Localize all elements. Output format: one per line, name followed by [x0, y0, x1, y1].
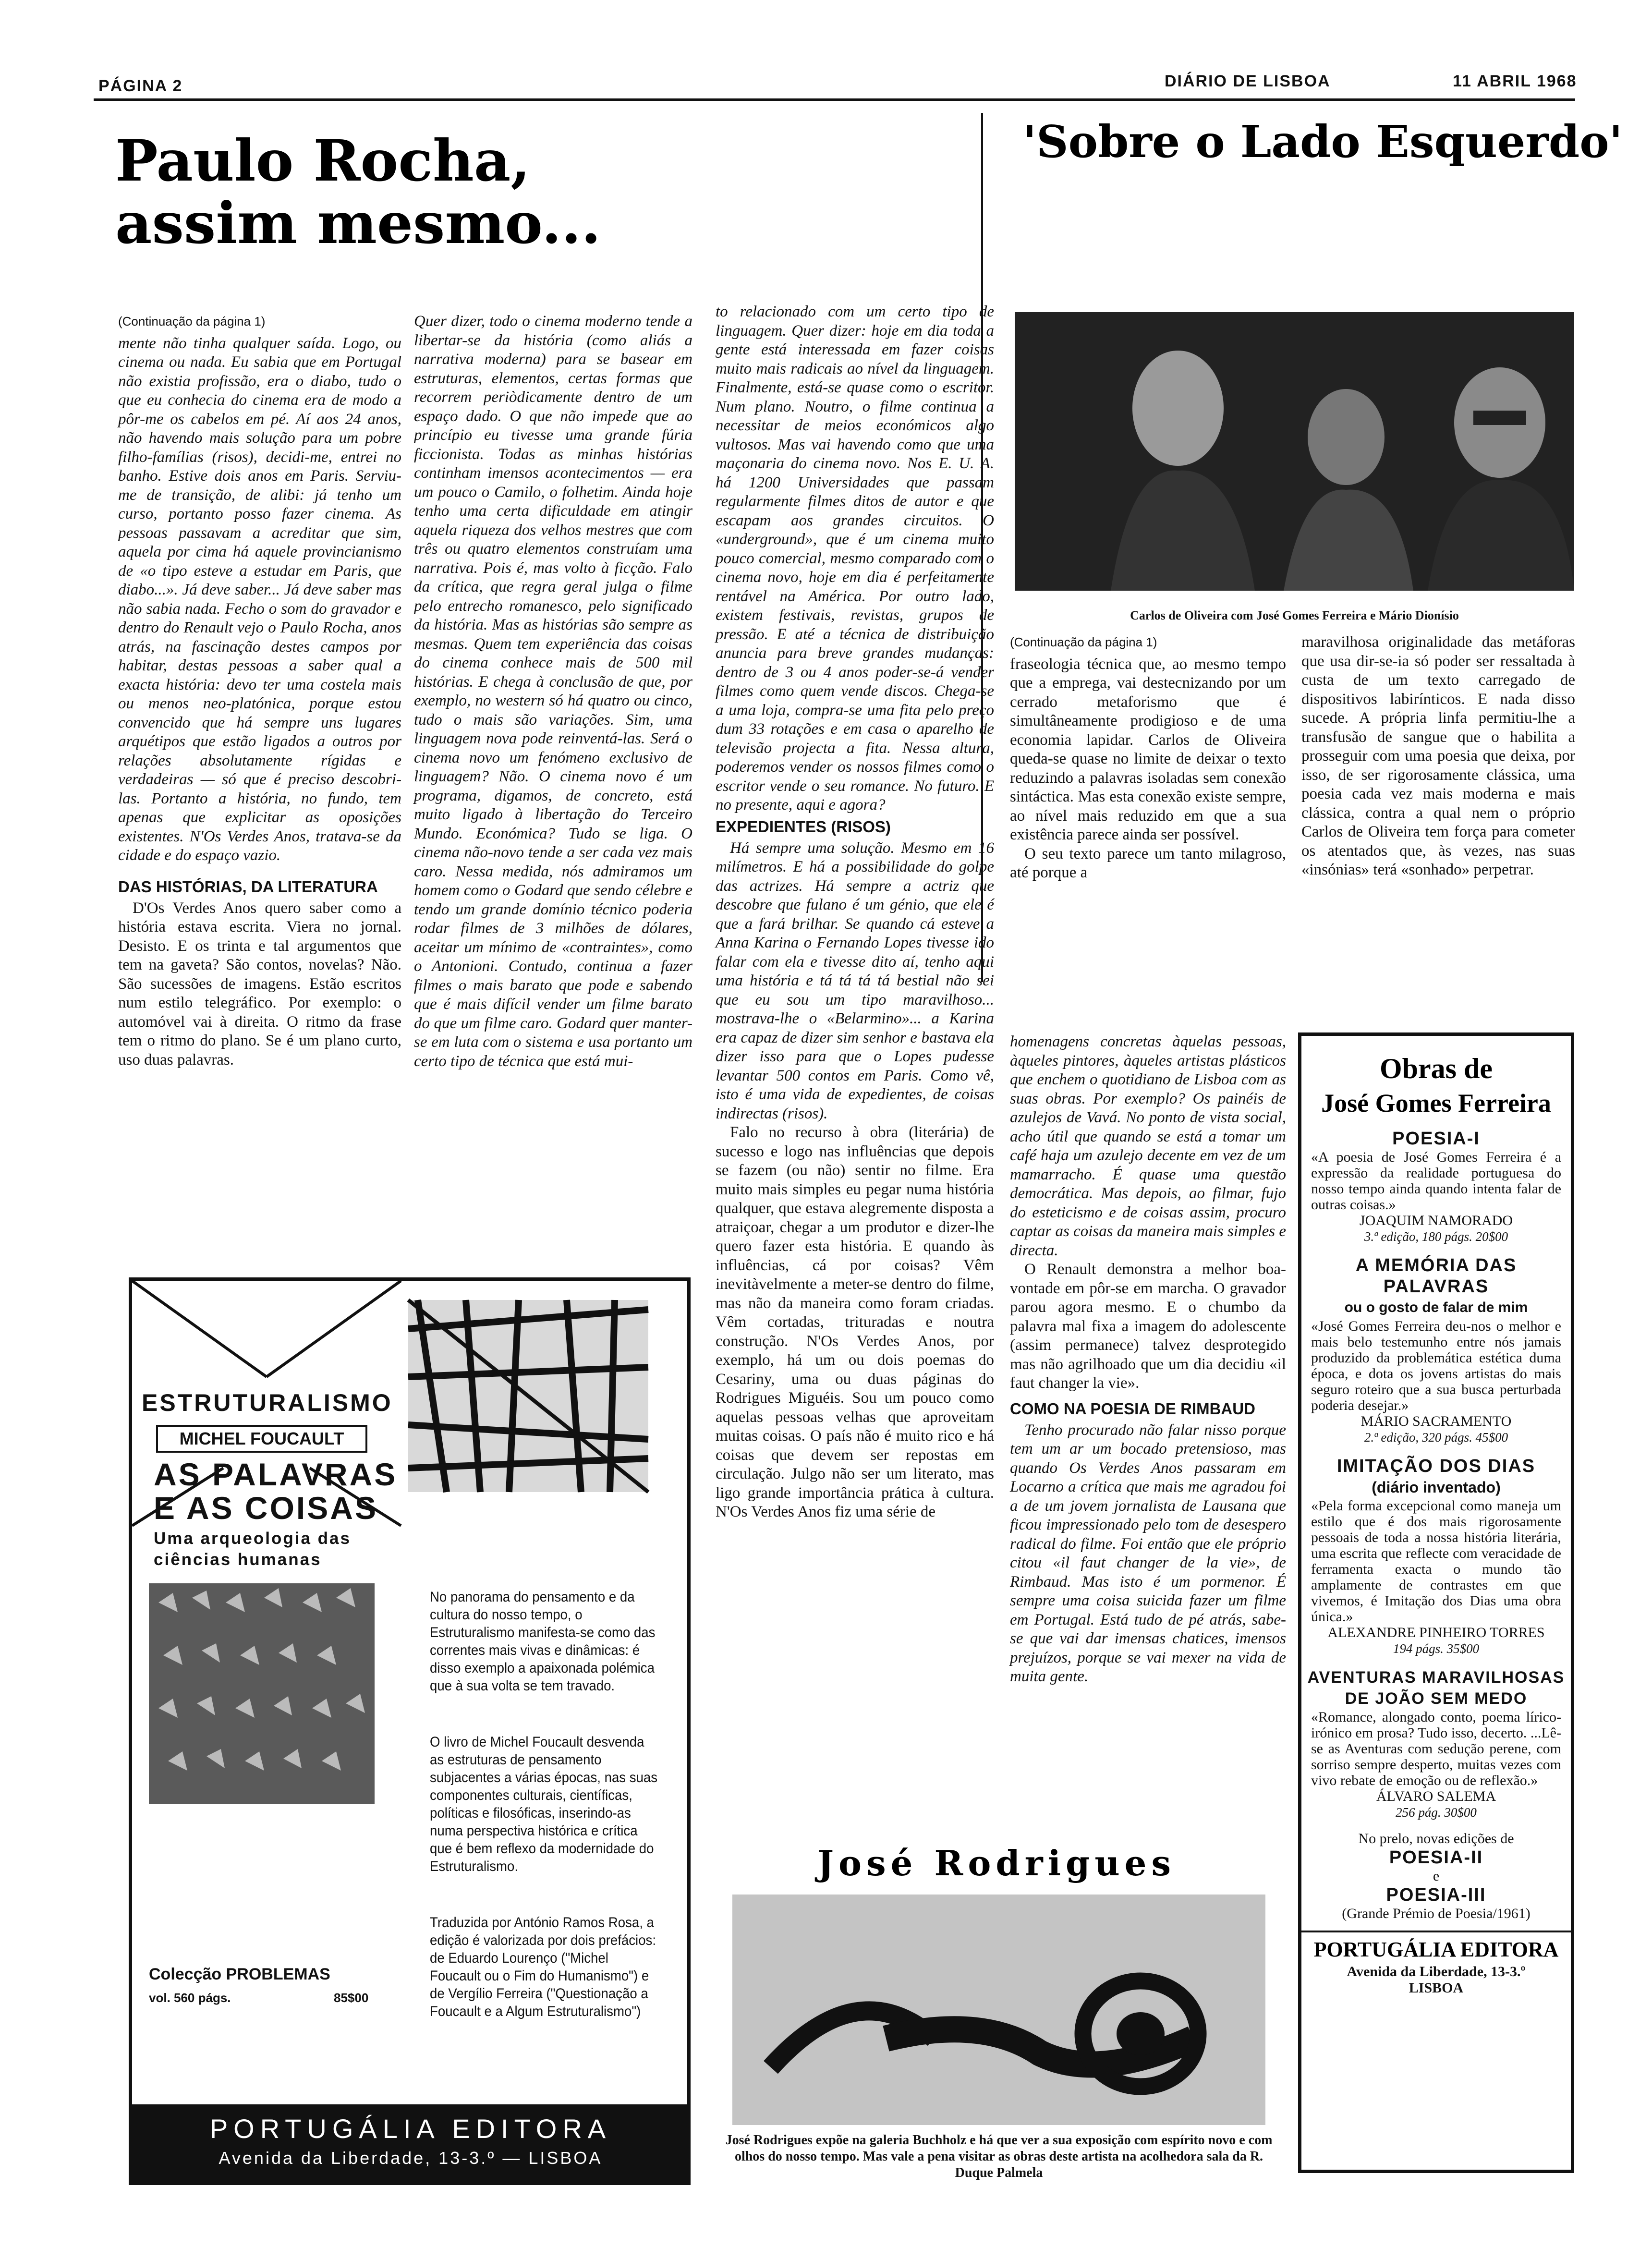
- body-paragraph: Tenho procurado não falar nisso porque tem um ar um bocado pretensioso, mas quando Os Verdes Anos passaram em Locarno a crítica que mais me agradou foi a de um jovem jornalista de Lausana que ficou impressionado pelo tom de desespero radical do filme. Foi então que ele próprio citou «il faut changer de la vie», de Rimbaud. Mas isto é um pormenor. É sempre uma coisa suicida fazer um filme em Portugal. Está tudo de pé atrás, sabe-se que vai dar imensas chatices, imensos prejuízos, porque se vai mexer na vida de muita gente.: [1010, 1421, 1290, 1685]
- article-column-4: [1010, 1032, 1290, 1873]
- body-paragraph: Falo no recurso à obra (literária) de sucesso e logo nas influências que depois se fazem (ou não) sentir no filme. Era muito mais simples eu pegar numa história qualquer, que estava alegremente disposta a atraiçoar, chegar a um produtor e dizer-lhe quero fazer esta história. E quando às influências, cá por coisas? Vêm inevitàvelmente a meter-se dentro do filme, mas não da maneira como foram criadas. Vêm cortadas, trituradas e noutra construção. N'Os Verdes Anos, por exemplo, há um ou dois poemas do Cesariny, uma ou duas páginas do Rodrigues Miguéis. Sou um pouco como aquelas pessoas velhas que aproveitam muitas coisas. O país não é muito rico e há coisas que devem ser repostas em circulação. Julgo não ser um literato, mas ligo grande importância prática à cultura. N'Os Verdes Anos fiz uma série de: [716, 1124, 998, 1520]
- article-title-line1: Paulo Rocha,: [115, 127, 531, 194]
- publisher-name: PORTUGÁLIA EDITORA: [209, 2113, 612, 2144]
- body-paragraph: Há sempre uma solução. Mesmo em 16 milímetros. E há a possibilidade do golpe das actrizes. Há sempre a actriz que descobre que fulano é um génio, que ele é que a fará brilhar. Se quando cá esteve a Anna Karina o Fernando Lopes tivesse ido falar com ela e tivesse dito aí, tenho aqui uma história e tá tá tá tá bestial não sei que eu sou um tipo maravilhoso... mostrava-lhe o «Belarmino»... a Karina era capaz de dizer sim senhor e bastava ela dizer isso para que o Lopes pudesse levantar 500 contos em Paris. Como vê, isto é uma vida de expedientes, de coisas indirectas (risos).: [716, 839, 998, 1122]
- ad-paragraph: No panorama do pensamento e da cultura do nosso tempo, o Estruturalismo manifesta-se como das correntes mais vivas e dinâmicas: é disso exemplo a apaixonada polémica que à sua volta se tem travado.: [430, 1589, 656, 1694]
- ad-title-line2: José Gomes Ferreira: [1321, 1089, 1551, 1117]
- forthcoming-conjunction: e: [1433, 1868, 1440, 1884]
- subheading: COMO NA POESIA DE RIMBAUD: [1010, 1399, 1255, 1418]
- ad-paragraph: Traduzida por António Ramos Rosa, a edição é valorizada por dois prefácios: de Eduardo Lourenço ("Michel Foucault ou o Fim do Humanismo") e de Vergílio Ferreira ("Questionação a Foucault e a Algum Estruturalismo"): [430, 1915, 656, 2019]
- article-column-2: [414, 312, 697, 1273]
- sculpture-graphic: [732, 1895, 1265, 2125]
- book-quote: «José Gomes Ferreira deu-nos o melhor e mais belo testemunho entre nós jamais produzido da problemática estética duma época, e dota os jovens artistas do mais seguro roteiro que a sua busca perturbada poderia desejar.»: [1311, 1318, 1561, 1414]
- edition-info: 2.ª edição, 320 págs. 45$00: [1364, 1430, 1508, 1445]
- publisher-address: Avenida da Liberdade, 13-3.º — LISBOA: [219, 2148, 603, 2168]
- forthcoming-title: POESIA-III: [1386, 1885, 1486, 1906]
- ad-title-line1: Obras de: [1379, 1053, 1493, 1084]
- series-label: ESTRUTURALISMO: [142, 1389, 393, 1416]
- sculpture-photo: [732, 1895, 1265, 2125]
- book-entry: [1301, 1667, 1571, 1820]
- forthcoming-title: POESIA-II: [1389, 1847, 1483, 1868]
- portrait-photo: [1015, 312, 1574, 591]
- article-column-3: [716, 303, 998, 1777]
- forthcoming-editions: [1301, 1831, 1571, 1922]
- issue-date: 11 ABRIL 1968: [1453, 72, 1577, 90]
- book-title: POESIA-I: [1392, 1129, 1480, 1149]
- quote-author: ALEXANDRE PINHEIRO TORRES: [1327, 1625, 1545, 1641]
- body-paragraph: maravilhosa originalidade das metáforas que usa dir-se-ia só poder ser ressaltada à custa de um texto carregado de dispositivos labirínticos. E nada disso sucede. A própria linfa permitiu-lhe a transfusão de sangue que o habilita a prosseguir com uma poesia que deixa, por isso, de ser rigorosamente clássica, uma poesia cada vez mais moderna e mais clássica, contra a qual nem o próprio Carlos de Oliveira tem força para cometer os atentados que, às vezes, nas suas «insónias» terá «sonhado» perpetrar.: [1301, 633, 1579, 878]
- body-paragraph: homenagens concretas àquelas pessoas, àqueles pintores, àqueles artistas plásticos que enchem o quotidiano de Lisboa com as suas obras. Por exemplo? Os painéis de azulejos de Vavá. No ponto de vista social, acho útil que quando se está a tomar um café haja um azulejo decente em vez de um mamarracho. É quase uma questão democrática. Mas depois, ao filmar, fujo do esteticismo e de coisas assim, procuro captar as coisas da maneira mais simples e directa.: [1010, 1033, 1290, 1259]
- book-quote: «Pela forma excepcional como maneja um estilo que é dos mais rigorosamente pessoais de toda a nossa história literária, uma escrita que reflecte com veracidade de ferramenta exacta o mundo tão amplamente de contrastes em que vivemos, é Imitação dos Dias uma obra única.»: [1311, 1498, 1561, 1625]
- body-paragraph: O seu texto parece um tanto milagroso, até porque a: [1010, 845, 1290, 881]
- book-subtitle: (diário inventado): [1372, 1479, 1501, 1496]
- volume-info: vol. 560 págs.: [149, 1991, 231, 2005]
- quote-author: JOAQUIM NAMORADO: [1359, 1213, 1513, 1229]
- subheading: DAS HISTÓRIAS, DA LITERATURA: [118, 877, 378, 896]
- cuneiform-tablet-image: [149, 1583, 375, 1804]
- book-entry: [1301, 1456, 1571, 1656]
- publisher-banner: [132, 2104, 689, 2184]
- book-quote: «A poesia de José Gomes Ferreira é a expressão da realidade portuguesa do nosso tempo ainda quando intenta falar de outras coisas.»: [1311, 1149, 1561, 1213]
- body-paragraph: D'Os Verdes Anos quero saber como a história estava escrita. Viera no jornal. Desisto. E os trinta e tal argumentos que tem na gaveta? São contos, novelas? Não. São sucessões de imagens. Estão escritos num estilo telegráfico. Por exemplo: o automóvel vai à direita. O ritmo da frase tem o ritmo do plano. Se é um plano curto, uso duas palavras.: [118, 899, 406, 1069]
- book-advertisement: [129, 1277, 691, 2185]
- ad-paragraph: O livro de Michel Foucault desvenda as estruturas de pensamento subjacentes a várias épocas, nas suas componentes culturais, científicas, políticas e filosóficas, inserindo-as numa perspectiva histórica e crítica que é bem reflexo da modernidade do Estruturalismo.: [430, 1734, 658, 1874]
- body-paragraph: O Renault demonstra a melhor boa-vontade em pôr-se em marcha. O gravador parou agora mesmo. E o chumbo da palavra mal fixa a imagem do adolescente (assim permanece) talvez desprotegido mas não agrilhoado que um dia decidiu «il faut changer la vie».: [1010, 1261, 1290, 1392]
- portrait-photo-graphic: [1015, 312, 1574, 591]
- book-title-line2: E AS COISAS: [154, 1490, 378, 1526]
- book-subtitle: ou o gosto de falar de mim: [1344, 1300, 1528, 1316]
- book-entry: [1301, 1128, 1571, 1244]
- body-paragraph: mente não tinha qualquer saída. Logo, ou cinema ou nada. Eu sabia que em Portugal não existia profissão, era o diabo, tudo o que eu conhecia do cinema era de modo a pôr-me os cabelos em pé. Aí aos 24 anos, não havendo mais solução para um pobre filho-famílias (risos), decidi-me, entrei no banho. Estive dois anos em Paris. Serviu-me de transição, de alibi: já tenho um curso, portanto posso fazer cinema. As pessoas passavam a acreditar que sim, aquela por cima há aquele provincianismo de «o tipo esteve a estudar em Paris, que diabo...». Já deve saber... Já deve saber mas não sabia nada. Fecho o som do gravador e dentro do Renault vejo o Paulo Rocha, anos atrás, na fascinação destes campos por habitar, destas pessoas a saber qual a exacta história: devo ter uma costela mais ou menos neo-platónica, porque estou convencido que há sempre uns lugares arquétipos que estão ligados a outros por relações absolutamente rígidas e verdadeiras — só que é preciso descobri-las. Portanto a história, no fundo, tem apenas que explicitar as oposições existentes. N'Os Verdes Anos, tratava-se da cidade e do espaço vazio.: [118, 334, 406, 864]
- artwork-grid-image: [408, 1300, 648, 1492]
- book-title: A MEMÓRIA DAS PALAVRAS: [1355, 1255, 1517, 1297]
- edition-info: 256 pág. 30$00: [1396, 1805, 1477, 1820]
- forthcoming-label: No prelo, novas edições de: [1358, 1831, 1514, 1847]
- book-price: 85$00: [334, 1991, 369, 2005]
- subheading: EXPEDIENTES (RISOS): [716, 817, 891, 836]
- exhibition-title: José Rodrigues: [817, 1843, 1176, 1883]
- publisher-name: PORTUGÁLIA EDITORA: [1301, 1931, 1571, 1961]
- book-quote: «Romance, alongado conto, poema lírico-irónico em prosa? Tudo isso, decerto. ...Lê-se as Aventuras com sedução perene, com sorriso sempre desperto, muitas vezes com vivo rebate de emoção ou de reflexão.»: [1311, 1709, 1561, 1789]
- page-number: PÁGINA 2: [98, 77, 183, 95]
- exhibition-caption: José Rodrigues expõe na galeria Buchholz e há que ver a sua exposição com espírito novo e com olhos do nosso tempo. Mas vale a pena visitar as obras deste artista na acolhedora sala da R. Duque Palmela: [725, 2133, 1273, 2180]
- book-entry: [1301, 1255, 1571, 1445]
- book-subtitle: Uma arqueologia das ciências humanas: [154, 1529, 351, 1569]
- quote-author: ÁLVARO SALEMA: [1376, 1788, 1496, 1805]
- books-advertisement: [1298, 1032, 1574, 2173]
- body-paragraph: to relacionado com um certo tipo de linguagem. Quer dizer: hoje em dia toda a gente está interessada em fazer coisas muito mais radicais ao nível da linguagem. Finalmente, está-se quase como o escritor. Num plano. Noutro, o filme continua a necessitar de meios económicos algo vultosos. Mas vai havendo como que uma maçonaria do cinema novo. Nos E. U. A. há 1200 Universidades que passam regularmente filmes ditos de autor e que escapam aos grandes circuitos. O «underground», que é um cinema muito pouco comercial, mesmo comparado com o cinema novo, hoje em dia é perfeitamente rentável na América. Por outro lado, existem festivais, revistas, grupos de pressão. E até a técnica de distribuição anuncia para breve grandes mudanças: dentro de 3 ou 4 anos poder-se-á vender filmes como quem vende discos. Chega-se a uma loja, compra-se uma fita pelo preço dum 33 rotações e em casa o aparelho de televisão projecta a fita. Nessa altura, poderemos vender os nossos filmes como o escritor vende o seu romance. No futuro. E no presente, aqui e agora?: [716, 303, 998, 814]
- author-name: MICHEL FOUCAULT: [156, 1425, 367, 1453]
- right-article-column-b: [1301, 633, 1579, 1008]
- publisher-address: Avenida da Liberdade, 13-3.º LISBOA: [1347, 1963, 1526, 1996]
- edition-info: 3.ª edição, 180 págs. 20$00: [1364, 1229, 1508, 1244]
- right-article-column-a: [1010, 633, 1290, 1008]
- continuation-note: (Continuação da página 1): [118, 314, 266, 328]
- book-title: IMITAÇÃO DOS DIAS: [1336, 1456, 1536, 1477]
- body-paragraph: fraseologia técnica que, ao mesmo tempo que a emprega, vai destecnizando por um cerrado metaforismo que é simultâneamente prodigioso e de uma economia lapidar. Carlos de Oliveira queda-se quase no limite de deixar o texto reduzindo a palavras isoladas sem conexão sintáctica. Mas esta conexão existe sempre, ao nível mais reduzido em que a sua existência parece ainda ser possível.: [1010, 655, 1290, 843]
- prize-note: (Grande Prémio de Poesia/1961): [1342, 1906, 1531, 1922]
- body-paragraph: Quer dizer, todo o cinema moderno tende a libertar-se da história (como aliás a narrativa moderna) para se basear em estruturas, elementos, certas formas que recorrem periòdicamente dentro de um espaço dado. O que não impede que ao princípio eu tivesse uma grande fúria ficcionista. Todas as minhas histórias continham imensos acontecimentos — era um pouco o Camilo, o folhetim. Ainda hoje tenho uma certa dificuldade em atingir aquela riqueza dos velhos mestres que com três ou quatro elementos construíam uma narrativa. Pois é, mas volto à ficção. Falo da crítica, que regra geral julga o filme pelo entrecho romanesco, pelo significado da história. Mas as histórias são sempre as mesmas. Quem tem experiência das coisas do cinema conhece mais de 500 mil histórias. E chega à conclusão de que, por exemplo, no western só há quatro ou cinco, tudo o mais são variações. Sim, uma linguagem nova pode reinventá-las. Será o cinema novo um fenómeno exclusivo de linguagem? Não. O cinema novo é um programa, digamos, de concreto, está muito ligado à libertação do Terceiro Mundo. Económica? Tudo se liga. O cinema não-novo tende a ser cada vez mais caro. Nessa medida, nós admiramos um homem como o Godard que sendo célebre e tendo um grande domínio técnico poderia rodar filmes de 3 milhões de dólares, aceitar um mínimo de «contraintes», como o Antonioni. Contudo, continua a fazer filmes o mais barato que pode e sabendo que é mais difícil vender um filme barato do que um filme caro. Godard quer manter-se em luta com o sistema e usa portanto um certo tipo de técnica que está mui-: [414, 313, 697, 1070]
- article-title-line2: assim mesmo...: [115, 190, 601, 256]
- right-article-title: 'Sobre o Lado Esquerdo': [1023, 116, 1623, 168]
- collection-label: Colecção PROBLEMAS: [149, 1965, 330, 1983]
- newspaper-name: DIÁRIO DE LISBOA: [1165, 72, 1331, 90]
- book-title: AVENTURAS MARAVILHOSAS DE JOÃO SEM MEDO: [1307, 1668, 1565, 1708]
- quote-author: MÁRIO SACRAMENTO: [1360, 1413, 1512, 1430]
- book-title-line1: AS PALAVRAS: [154, 1457, 398, 1492]
- continuation-note: (Continuação da página 1): [1010, 635, 1157, 649]
- article-column-1: [118, 312, 406, 1275]
- edition-info: 194 págs. 35$00: [1393, 1641, 1480, 1656]
- ad-description: [430, 1588, 659, 2020]
- photo-caption: Carlos de Oliveira com José Gomes Ferreira e Mário Dionísio: [1130, 608, 1459, 622]
- header-rule: [94, 98, 1575, 101]
